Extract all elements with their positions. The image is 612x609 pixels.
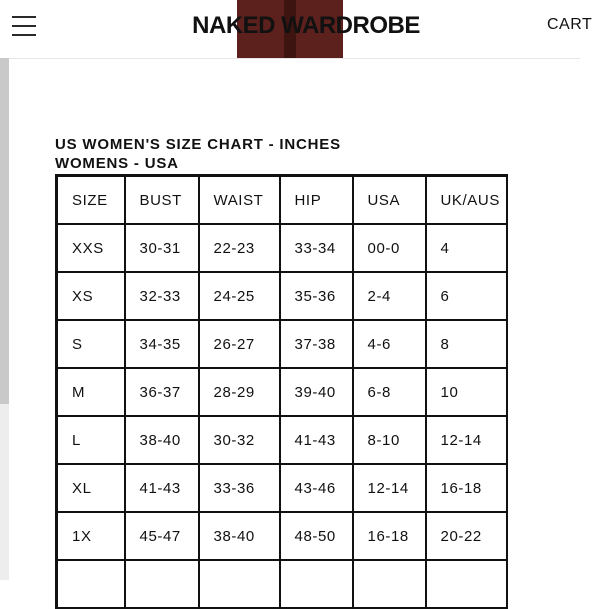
table-row: [57, 320, 507, 368]
table-cell: 38-40: [125, 416, 199, 464]
table-cell: XXS: [57, 224, 125, 272]
table-cell: 16-18: [353, 512, 426, 560]
table-row: [57, 512, 507, 560]
table-cell: 16-18: [426, 464, 507, 512]
table-row: [57, 272, 507, 320]
table-row: [57, 368, 507, 416]
column-header: USA: [353, 176, 426, 225]
table-cell: [199, 560, 280, 608]
table-cell: [353, 560, 426, 608]
table-cell: 38-40: [199, 512, 280, 560]
table-header-row: [57, 176, 507, 225]
table-cell: 34-35: [125, 320, 199, 368]
table-cell: 4-6: [353, 320, 426, 368]
table-cell: 24-25: [199, 272, 280, 320]
table-cell: 12-14: [353, 464, 426, 512]
table-cell: 30-31: [125, 224, 199, 272]
table-cell: XL: [57, 464, 125, 512]
size-chart-modal: [9, 58, 580, 581]
table-cell: 6-8: [353, 368, 426, 416]
backdrop-left: [0, 58, 9, 404]
column-header: WAIST: [199, 176, 280, 225]
column-header: HIP: [280, 176, 353, 225]
table-cell: 48-50: [280, 512, 353, 560]
table-cell: 32-33: [125, 272, 199, 320]
table-cell: 22-23: [199, 224, 280, 272]
table-cell: [280, 560, 353, 608]
table-cell: 43-46: [280, 464, 353, 512]
column-header: BUST: [125, 176, 199, 225]
table-row: [57, 560, 507, 608]
size-chart-title: US WOMEN'S SIZE CHART - INCHES: [55, 136, 341, 153]
cart-link[interactable]: CART: [547, 16, 593, 33]
table-cell: 45-47: [125, 512, 199, 560]
table-cell: M: [57, 368, 125, 416]
table-cell: 33-34: [280, 224, 353, 272]
table-cell: 12-14: [426, 416, 507, 464]
table-cell: L: [57, 416, 125, 464]
size-chart-table: [55, 174, 508, 609]
table-row: [57, 224, 507, 272]
table-cell: 30-32: [199, 416, 280, 464]
table-cell: [57, 560, 125, 608]
table-cell: 2-4: [353, 272, 426, 320]
table-cell: 1X: [57, 512, 125, 560]
table-cell: 41-43: [125, 464, 199, 512]
column-header: SIZE: [57, 176, 125, 225]
table-cell: 8-10: [353, 416, 426, 464]
table-cell: 20-22: [426, 512, 507, 560]
table-cell: 39-40: [280, 368, 353, 416]
table-cell: 10: [426, 368, 507, 416]
table-cell: 37-38: [280, 320, 353, 368]
table-cell: 41-43: [280, 416, 353, 464]
table-cell: 36-37: [125, 368, 199, 416]
table-row: [57, 416, 507, 464]
table-cell: 8: [426, 320, 507, 368]
size-chart-subtitle: WOMENS - USA: [55, 155, 179, 172]
table-cell: 26-27: [199, 320, 280, 368]
table-cell: 35-36: [280, 272, 353, 320]
table-cell: 6: [426, 272, 507, 320]
brand-logo[interactable]: NAKED WARDROBE: [192, 12, 420, 39]
table-cell: 00-0: [353, 224, 426, 272]
backdrop-left-lower: [0, 404, 9, 580]
table-row: [57, 464, 507, 512]
table-cell: [125, 560, 199, 608]
table-cell: 28-29: [199, 368, 280, 416]
column-header: UK/AUS: [426, 176, 507, 225]
site-header: [0, 0, 593, 58]
table-cell: S: [57, 320, 125, 368]
table-cell: [426, 560, 507, 608]
table-cell: 4: [426, 224, 507, 272]
table-cell: 33-36: [199, 464, 280, 512]
table-cell: XS: [57, 272, 125, 320]
